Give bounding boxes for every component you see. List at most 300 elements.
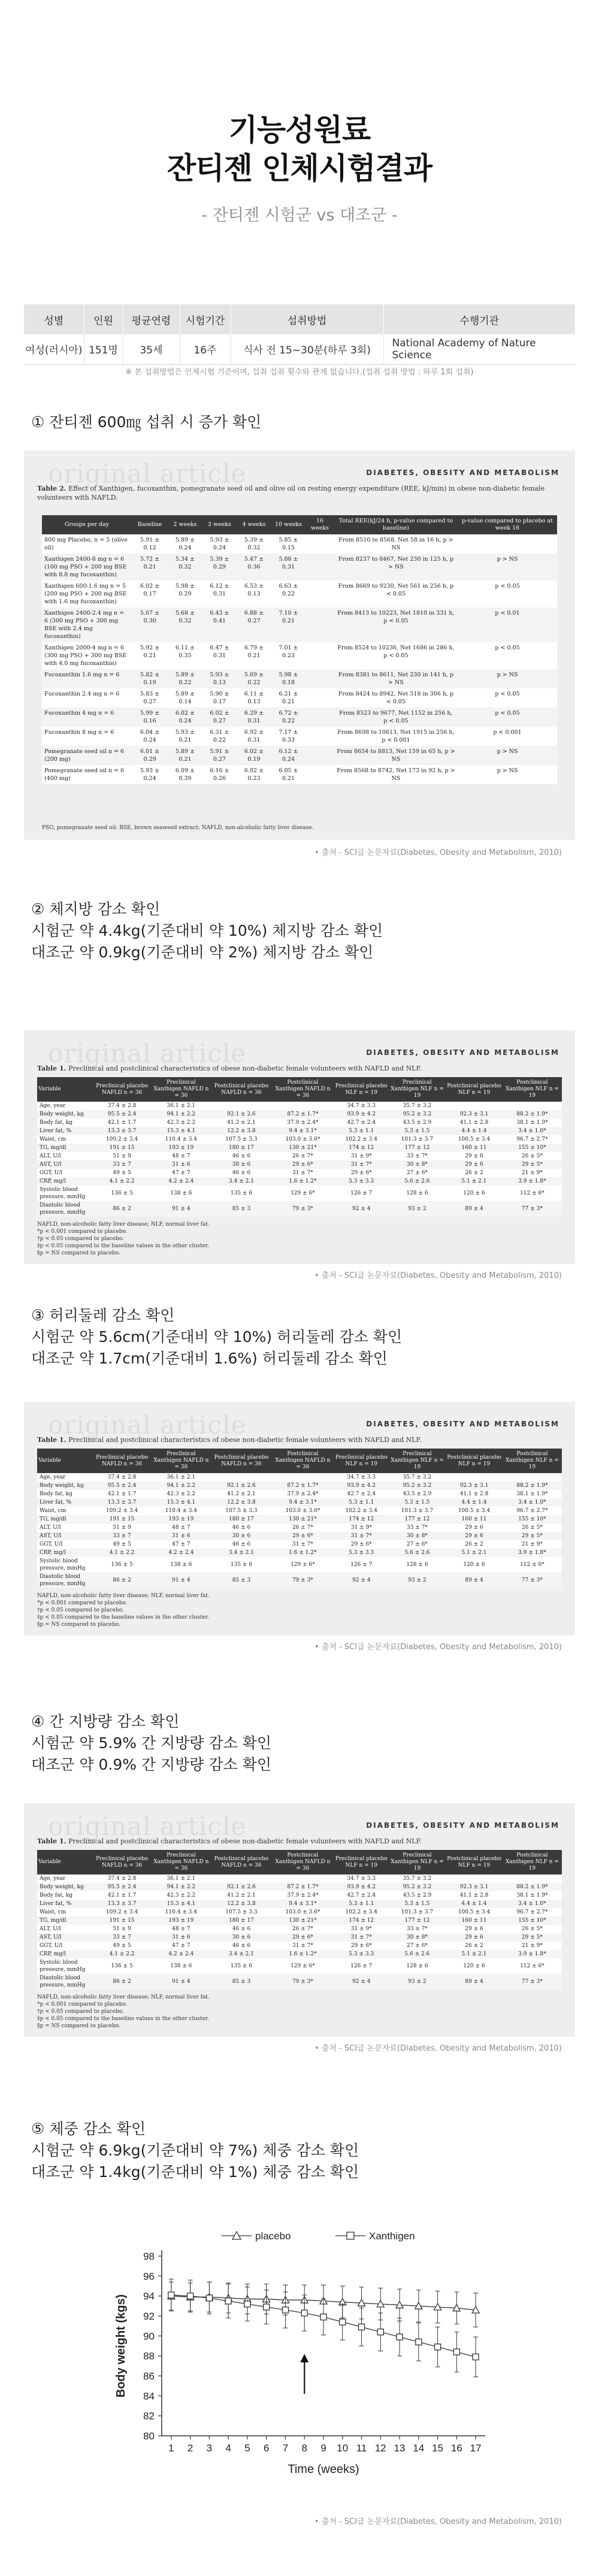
characteristics-header: Preclinical Xanthigen NAFLD n = 36: [151, 1850, 211, 1874]
table-cell: 34.7 ± 3.3: [334, 1874, 389, 1883]
table-cell: 95.5 ± 2.4: [93, 1883, 151, 1891]
table-cell: 29 ± 6*: [334, 1540, 389, 1549]
summary-header: 성별: [24, 304, 84, 334]
table-cell: 102.2 ± 3.4: [334, 1507, 389, 1515]
study-summary-table: [24, 304, 575, 365]
table-cell: 9.4 ± 3.1*: [271, 1498, 334, 1507]
table-cell: 51 ± 9: [93, 1152, 151, 1160]
data-point-xanthigen: [282, 2307, 288, 2313]
table-cell: 94.1 ± 2.2: [151, 1481, 211, 1490]
table-cell: CRP, mg/l: [37, 1177, 93, 1186]
table-cell: 112 ± 6*: [503, 1557, 562, 1573]
table-cell: 107.5 ± 3.3: [211, 1507, 271, 1515]
table-cell: 160 ± 11: [446, 1515, 503, 1523]
table-cell: [305, 580, 334, 607]
y-axis-label: Body weight (kgs): [114, 2294, 128, 2398]
table-row: [37, 1490, 562, 1498]
table-cell: 6.11 ± 0.35: [168, 642, 202, 669]
table-cell: Body weight, kg: [37, 1481, 93, 1490]
source-note: • 출처 - SCI급 논문자료(Diabetes, Obesity and Metabolism, 2010): [314, 1643, 562, 1652]
table-row: [42, 580, 557, 607]
table-cell: 102.2 ± 3.4: [334, 1135, 389, 1144]
table-cell: 26 ± 7*: [271, 1152, 334, 1160]
table-cell: 193 ± 19: [151, 1144, 211, 1152]
footnote: NAFLD, non-alcoholic fatty liver disease; NLF, normal liver fat.: [37, 1994, 210, 2000]
table-cell: 77 ± 3*: [503, 1201, 562, 1217]
section-3: [31, 1305, 402, 1369]
table-cell: 41.2 ± 2.1: [211, 1490, 271, 1498]
table-row: [42, 554, 557, 580]
data-point-xanthigen: [264, 2304, 270, 2310]
table-cell: 30 ± 6: [211, 1933, 271, 1942]
table-cell: [305, 708, 334, 727]
table-cell: 77 ± 3*: [503, 1974, 562, 1990]
table-cell: 26 ± 7*: [271, 1523, 334, 1532]
data-point-xanthigen: [187, 2293, 193, 2299]
ree-table-header: Baseline: [132, 515, 168, 534]
footnote: §p = NS compared to placebo.: [37, 1622, 120, 1628]
table-cell: 15.3 ± 4.1: [151, 1127, 211, 1135]
table-cell: 177 ± 12: [389, 1144, 446, 1152]
characteristics-header: Variable: [37, 1077, 93, 1102]
data-point-xanthigen: [168, 2292, 174, 2298]
table-cell: 5.3 ± 1.5: [389, 1127, 446, 1135]
footnote: †p < 0.05 compared to placebo.: [37, 1607, 124, 1613]
table-cell: 41.1 ± 2.8: [446, 1891, 503, 1900]
table-cell: 91 ± 4: [151, 1573, 211, 1588]
ree-table-header-row: [42, 515, 557, 534]
table-cell: 12.2 ± 3.8: [211, 1900, 271, 1908]
table-cell: AST, U/l: [37, 1532, 93, 1540]
table-cell: [305, 727, 334, 746]
section-4: [31, 1711, 271, 1776]
table-cell: 42.7 ± 2.4: [334, 1891, 389, 1900]
table-cell: 37.4 ± 2.8: [93, 1102, 151, 1110]
table-cell: 93 ± 2: [389, 1201, 446, 1217]
table-cell: [305, 534, 334, 554]
table-cell: 4.2 ± 2.4: [151, 1549, 211, 1557]
table-cell: 86 ± 2: [93, 1974, 151, 1990]
table-cell: Systolic blood pressure, mmHg: [37, 1186, 93, 1201]
table-cell: AST, U/l: [37, 1933, 93, 1942]
table-row: [37, 1102, 562, 1110]
table-row: [37, 1573, 562, 1588]
table-cell: 5.3 ± 3.3: [334, 1177, 389, 1186]
table-cell: [446, 1874, 503, 1883]
journal-name: DIABETES, OBESITY AND METABOLISM: [366, 1048, 559, 1057]
table-row: [37, 1916, 562, 1925]
table-cell: 31 ± 7*: [271, 1942, 334, 1950]
table-cell: 5.91 ± 0.12: [132, 534, 168, 554]
table-cell: 92.1 ± 2.6: [211, 1110, 271, 1118]
table-cell: 12.2 ± 3.8: [211, 1498, 271, 1507]
table-cell: [211, 1874, 271, 1883]
table-cell: 31 ± 9*: [334, 1925, 389, 1933]
summary-header: 수행기관: [383, 304, 575, 334]
figure-table-ree: [24, 451, 575, 840]
table-cell: 7.10 ± 0.21: [271, 607, 306, 642]
footnote: *p < 0.001 compared to placebo.: [37, 2001, 128, 2007]
characteristics-header: Postclinical placebo NLF n = 19: [446, 1449, 503, 1473]
table-cell: 5.85 ± 0.15: [271, 534, 306, 554]
table-cell: 5.88 ± 0.31: [271, 554, 306, 580]
table-cell: 6.02 ± 0.17: [132, 580, 168, 607]
table-cell: 48 ± 7: [151, 1523, 211, 1532]
table-row: [37, 1933, 562, 1942]
table-cell: 5.1 ± 2.1: [446, 1177, 503, 1186]
table-cell: Xanthigen 2400-2.4 mg n = 6 (300 mg PSO + 300 mg BSE with 2.4 mg fucoxanthin): [42, 607, 132, 642]
table-cell: 101.3 ± 3.7: [389, 1135, 446, 1144]
table-cell: 180 ± 17: [211, 1515, 271, 1523]
table-cell: Systolic blood pressure, mmHg: [37, 1958, 93, 1974]
table-cell: p < 0.01: [458, 607, 557, 642]
table-cell: 155 ± 10*: [503, 1515, 562, 1523]
table-cell: 86 ± 2: [93, 1201, 151, 1217]
table-row: [37, 1201, 562, 1217]
table-cell: 6.47 ± 0.31: [202, 642, 237, 669]
footnote: *p < 0.001 compared to placebo.: [37, 1600, 128, 1606]
table-cell: Body weight, kg: [37, 1110, 93, 1118]
table-cell: 29 ± 6*: [271, 1532, 334, 1540]
table-cell: 6.29 ± 0.31: [237, 708, 271, 727]
table-cell: Age, year: [37, 1102, 93, 1110]
table-caption: [37, 1064, 562, 1073]
table-row: [37, 1110, 562, 1118]
table-cell: 5.89 ± 0.14: [168, 688, 202, 708]
summary-row: [24, 334, 575, 364]
table-row: [37, 1498, 562, 1507]
section-2-title: ② 체지방 감소 확인: [31, 900, 161, 918]
table-caption-text: Preclinical and postclinical characteristics of obese non-diabetic female volunteers with NAFLD and NLF.: [68, 1436, 422, 1444]
table-cell: 42.1 ± 1.7: [93, 1118, 151, 1127]
characteristics-header: Preclinical Xanthigen NAFLD n = 36: [151, 1449, 211, 1473]
table-cell: 88.2 ± 1.9*: [503, 1110, 562, 1118]
ree-table: [42, 515, 557, 784]
table-cell: [305, 554, 334, 580]
table-cell: [458, 534, 557, 554]
title-line-1: 기능성원료: [228, 113, 371, 147]
table-cell: From 8524 to 10236, Net 1686 in 286 h, p < 0.05: [334, 642, 458, 669]
table-cell: 6.02 ± 0.27: [202, 708, 237, 727]
table-cell: 29 ± 6*: [271, 1160, 334, 1169]
footnote: NAFLD, non-alcoholic fatty liver disease; NLF, normal liver fat.: [37, 1593, 210, 1599]
source-note: • 출처 - SCI급 논문자료(Diabetes, Obesity and Metabolism, 2010): [314, 2044, 562, 2053]
table-cell: 93 ± 2: [389, 1974, 446, 1990]
table-cell: GGT, U/l: [37, 1540, 93, 1549]
characteristics-header: Preclinical Xanthigen NLF n = 19: [389, 1077, 446, 1102]
figure-watermark: original article: [48, 459, 247, 488]
annotation-arrow-icon: [300, 2354, 308, 2362]
table-cell: [503, 1102, 562, 1110]
table-cell: 29 ± 6*: [271, 1933, 334, 1942]
table-row: [37, 1891, 562, 1900]
characteristics-table: [37, 1077, 562, 1217]
table-cell: 31 ± 9*: [334, 1523, 389, 1532]
table-cell: 129 ± 6*: [271, 1557, 334, 1573]
table-cell: From 8381 to 8611, Net 230 in 141 h, p > NS: [334, 669, 458, 688]
table-cell: 126 ± 7: [334, 1958, 389, 1974]
table-cell: 191 ± 15: [93, 1144, 151, 1152]
table-cell: 155 ± 10*: [503, 1144, 562, 1152]
table-row: [42, 688, 557, 708]
figure-table-characteristics-3: [24, 1803, 575, 2037]
table-cell: GGT, U/l: [37, 1169, 93, 1177]
table-cell: ALT, U/l: [37, 1523, 93, 1532]
table-cell: 6.02 ± 0.19: [237, 746, 271, 765]
table-cell: 193 ± 19: [151, 1916, 211, 1925]
data-point-xanthigen: [225, 2298, 231, 2304]
table-cell: 1.6 ± 1.2*: [271, 1177, 334, 1186]
table-cell: 191 ± 15: [93, 1515, 151, 1523]
table-cell: 21 ± 9*: [503, 1942, 562, 1950]
table-cell: 93.9 ± 4.2: [334, 1481, 389, 1490]
table-cell: 47 ± 7: [151, 1169, 211, 1177]
table-cell: 87.2 ± 1.7*: [271, 1481, 334, 1490]
title-line-2: 잔티젠 인체시험결과: [167, 151, 432, 186]
table-cell: 6.05 ± 0.21: [271, 765, 306, 784]
characteristics-footnotes: [37, 1221, 210, 1257]
table-cell: Xanthigen 2400-8 mg n = 6 (100 mg PSO + 200 mg BSE with 8.8 mg fucoxanthin): [42, 554, 132, 580]
footnote: †p < 0.05 compared to placebo.: [37, 1236, 124, 1242]
table-cell: TG, mg/dl: [37, 1916, 93, 1925]
table-row: [37, 1135, 562, 1144]
table-caption-label: Table 2.: [37, 485, 66, 492]
ree-table-header: 2 weeks: [168, 515, 202, 534]
table-cell: 37.9 ± 2.4*: [271, 1891, 334, 1900]
table-cell: Diastolic blood pressure, mmHg: [37, 1573, 93, 1588]
table-cell: 5.39 ± 0.29: [202, 554, 237, 580]
table-cell: From 8510 to 8568, Net 58 in 16 h, p > NS: [334, 534, 458, 554]
characteristics-header: Preclinical Xanthigen NLF n = 19: [389, 1449, 446, 1473]
characteristics-footnotes: [37, 1592, 210, 1628]
table-cell: 6.09 ± 0.39: [168, 765, 202, 784]
data-point-xanthigen: [244, 2301, 250, 2307]
characteristics-header: Postclinical placebo NLF n = 19: [446, 1077, 503, 1102]
x-tick-label: 14: [413, 2442, 425, 2454]
table-row: [42, 746, 557, 765]
summary-header: 평균연령: [123, 304, 180, 334]
table-cell: 95.2 ± 3.2: [389, 1481, 446, 1490]
section-5-title: ⑤ 체중 감소 확인: [31, 2120, 146, 2137]
footnote: §p = NS compared to placebo.: [37, 2023, 120, 2029]
summary-header: 인원: [84, 304, 123, 334]
table-row: [37, 1127, 562, 1135]
table-row: [37, 1118, 562, 1127]
characteristics-header-row: [37, 1077, 562, 1102]
table-row: [37, 1549, 562, 1557]
table-cell: 96.7 ± 2.7*: [503, 1507, 562, 1515]
table-cell: From 8698 to 10613, Net 1915 in 256 h, p < 0.001: [334, 727, 458, 746]
characteristics-header: Postclinical placebo NAFLD n = 36: [211, 1850, 271, 1874]
journal-name: DIABETES, OBESITY AND METABOLISM: [366, 1420, 559, 1428]
table-caption-label: Table 1.: [37, 1837, 66, 1845]
x-tick-label: 5: [244, 2442, 250, 2454]
table-cell: 88.2 ± 1.9*: [503, 1481, 562, 1490]
table-cell: 5.1 ± 2.1: [446, 1549, 503, 1557]
table-cell: 126 ± 7: [334, 1186, 389, 1201]
characteristics-header: Postclinical Xanthigen NAFLD n = 36: [271, 1850, 334, 1874]
table-cell: 5.93 ± 0.24: [202, 534, 237, 554]
table-cell: 31 ± 6: [151, 1933, 211, 1942]
table-cell: 29 ± 6: [446, 1160, 503, 1169]
table-cell: 36.1 ± 2.1: [151, 1874, 211, 1883]
section-3-line-2: 대조군 약 1.7cm(기준대비 1.6%) 허리둘레 감소 확인: [31, 1350, 388, 1367]
table-cell: Xanthigen 600-1.6 mg n = 5 (200 mg PSO + 200 mg BSE with 1.6 mg fucoxanthin): [42, 580, 132, 607]
table-row: [37, 1523, 562, 1532]
footnote: §p = NS compared to placebo.: [37, 1250, 120, 1256]
summary-header: 섭취방법: [231, 304, 383, 334]
table-cell: 6.01 ± 0.29: [132, 746, 168, 765]
table-cell: 129 ± 6*: [271, 1186, 334, 1201]
table-cell: 6.21 ± 0.21: [271, 688, 306, 708]
table-cell: 92.3 ± 3.1: [446, 1481, 503, 1490]
table-cell: [271, 1874, 334, 1883]
characteristics-table: [37, 1449, 562, 1588]
table-cell: 3.4 ± 1.0*: [503, 1498, 562, 1507]
table-row: [37, 1152, 562, 1160]
table-cell: 13.3 ± 3.7: [93, 1900, 151, 1908]
table-cell: 92 ± 4: [334, 1201, 389, 1217]
characteristics-header: Postclinical Xanthigen NLF n = 19: [503, 1077, 562, 1102]
table-cell: 33 ± 7*: [389, 1152, 446, 1160]
data-point-xanthigen: [206, 2295, 212, 2301]
characteristics-header: Postclinical Xanthigen NAFLD n = 36: [271, 1077, 334, 1102]
table-cell: 5.3 ± 1.1: [334, 1498, 389, 1507]
table-cell: 103.0 ± 3.6*: [271, 1908, 334, 1916]
table-cell: 37.4 ± 2.8: [93, 1874, 151, 1883]
journal-name: DIABETES, OBESITY AND METABOLISM: [366, 1821, 559, 1830]
table-cell: 136 ± 5: [93, 1186, 151, 1201]
table-cell: 6.92 ± 0.31: [237, 727, 271, 746]
table-cell: 51 ± 9: [93, 1925, 151, 1933]
table-cell: [305, 642, 334, 669]
table-cell: [305, 688, 334, 708]
table-cell: 180 ± 17: [211, 1144, 271, 1152]
table-cell: p > NS: [458, 554, 557, 580]
table-cell: From 8424 to 8942, Net 518 in 306 h, p < 0.05: [334, 688, 458, 708]
table-cell: GGT, U/l: [37, 1942, 93, 1950]
table-cell: From 8669 to 9230, Net 561 in 256 h, p < 0.05: [334, 580, 458, 607]
summary-note: ※ 본 섭취방법은 인체시험 기준이며, 섭취 섭취 횟수와 관계 없습니다.(섭취 섭취 방법 : 하루 1회 섭취): [125, 368, 474, 377]
table-cell: 36.1 ± 2.1: [151, 1473, 211, 1481]
table-cell: 4.2 ± 2.4: [151, 1950, 211, 1958]
table-cell: 37.4 ± 2.8: [93, 1473, 151, 1481]
table-cell: 26 ± 2: [446, 1540, 503, 1549]
table-cell: 88.2 ± 1.9*: [503, 1883, 562, 1891]
table-cell: 91 ± 4: [151, 1974, 211, 1990]
table-cell: 5.3 ± 3.3: [334, 1549, 389, 1557]
table-cell: 35.7 ± 3.2: [389, 1473, 446, 1481]
table-cell: 107.5 ± 3.3: [211, 1135, 271, 1144]
table-cell: 42.3 ± 2.2: [151, 1490, 211, 1498]
summary-cell: National Academy of Nature Science: [383, 334, 575, 364]
table-cell: From 8568 to 8742, Net 173 in 92 h, p > NS: [334, 765, 458, 784]
table-cell: 95.2 ± 3.2: [389, 1883, 446, 1891]
table-cell: 91 ± 4: [151, 1201, 211, 1217]
table-cell: 112 ± 6*: [503, 1186, 562, 1201]
table-cell: Age, year: [37, 1473, 93, 1481]
summary-cell: 여성(러시아): [24, 334, 84, 364]
table-cell: [305, 607, 334, 642]
table-cell: p < 0.05: [458, 580, 557, 607]
table-cell: 38.1 ± 1.9*: [503, 1118, 562, 1127]
table-cell: 79 ± 3*: [271, 1573, 334, 1588]
table-cell: 5.39 ± 0.32: [237, 534, 271, 554]
table-cell: 95.5 ± 2.4: [93, 1481, 151, 1490]
footnote: *p < 0.001 compared to placebo.: [37, 1229, 128, 1235]
characteristics-header: Postclinical Xanthigen NLF n = 19: [503, 1850, 562, 1874]
table-cell: 6.72 ± 0.22: [271, 708, 306, 727]
table-cell: 6.02 ± 0.23: [237, 765, 271, 784]
table-row: [37, 1908, 562, 1916]
table-cell: 180 ± 17: [211, 1916, 271, 1925]
table-cell: 5.93 ± 0.21: [168, 727, 202, 746]
x-tick-label: 9: [320, 2442, 326, 2454]
table-row: [37, 1144, 562, 1152]
table-cell: 31 ± 7*: [334, 1160, 389, 1169]
table-cell: 29 ± 6: [446, 1152, 503, 1160]
table-cell: From 8523 to 9677, Net 1152 in 256 h, p < 0.05: [334, 708, 458, 727]
table-cell: 42.3 ± 2.2: [151, 1891, 211, 1900]
table-cell: Waist, cm: [37, 1908, 93, 1916]
section-2-line-2: 대조군 약 0.9kg(기준대비 약 2%) 체지방 감소 확인: [31, 944, 374, 961]
table-cell: From 8237 to 8467, Net 230 in 125 h, p > NS: [334, 554, 458, 580]
table-cell: 29 ± 6: [446, 1532, 503, 1540]
table-row: [37, 1532, 562, 1540]
table-cell: 34.7 ± 3.3: [334, 1473, 389, 1481]
ree-table-header: 4 weeks: [237, 515, 271, 534]
table-cell: 5.68 ± 0.32: [168, 607, 202, 642]
characteristics-header: Variable: [37, 1850, 93, 1874]
table-cell: 101.3 ± 3.7: [389, 1507, 446, 1515]
section-5-line-2: 대조군 약 1.4kg(기준대비 약 1%) 체중 감소 확인: [31, 2163, 359, 2181]
table-cell: Liver fat, %: [37, 1900, 93, 1908]
table-cell: 3.4 ± 2.1: [211, 1177, 271, 1186]
table-cell: ALT, U/l: [37, 1152, 93, 1160]
table-cell: p < 0.05: [458, 708, 557, 727]
table-cell: 126 ± 7: [334, 1557, 389, 1573]
table-cell: 1.6 ± 1.2*: [271, 1950, 334, 1958]
table-cell: 174 ± 12: [334, 1144, 389, 1152]
source-note: • 출처 - SCI급 논문자료(Diabetes, Obesity and Metabolism, 2010): [314, 1271, 562, 1280]
table-cell: 130 ± 21*: [271, 1916, 334, 1925]
table-row: [42, 534, 557, 554]
table-cell: 31 ± 7*: [271, 1169, 334, 1177]
data-point-xanthigen: [377, 2329, 383, 2335]
x-tick-label: 7: [282, 2442, 289, 2454]
table-cell: 31 ± 7*: [334, 1933, 389, 1942]
table-cell: 30 ± 8*: [389, 1532, 446, 1540]
page-title: [0, 111, 599, 188]
summary-cell: 35세: [123, 334, 180, 364]
table-row: [37, 1925, 562, 1933]
table-cell: 3.4 ± 1.0*: [503, 1127, 562, 1135]
y-tick-label: 84: [143, 2390, 155, 2402]
table-cell: 6.31 ± 0.22: [202, 727, 237, 746]
table-cell: 27 ± 6*: [389, 1169, 446, 1177]
characteristics-header: Postclinical Xanthigen NAFLD n = 36: [271, 1449, 334, 1473]
characteristics-header: Preclinical Xanthigen NAFLD n = 36: [151, 1077, 211, 1102]
table-row: [37, 1515, 562, 1523]
table-cell: 29 ± 5*: [503, 1933, 562, 1942]
table-cell: 138 ± 6: [151, 1557, 211, 1573]
table-cell: 47 ± 7: [151, 1540, 211, 1549]
data-point-xanthigen: [320, 2314, 326, 2320]
table-cell: 42.1 ± 1.7: [93, 1891, 151, 1900]
table-cell: 6.43 ± 0.41: [202, 607, 237, 642]
legend-label-placebo: placebo: [255, 2230, 291, 2242]
table-row: [37, 1942, 562, 1950]
